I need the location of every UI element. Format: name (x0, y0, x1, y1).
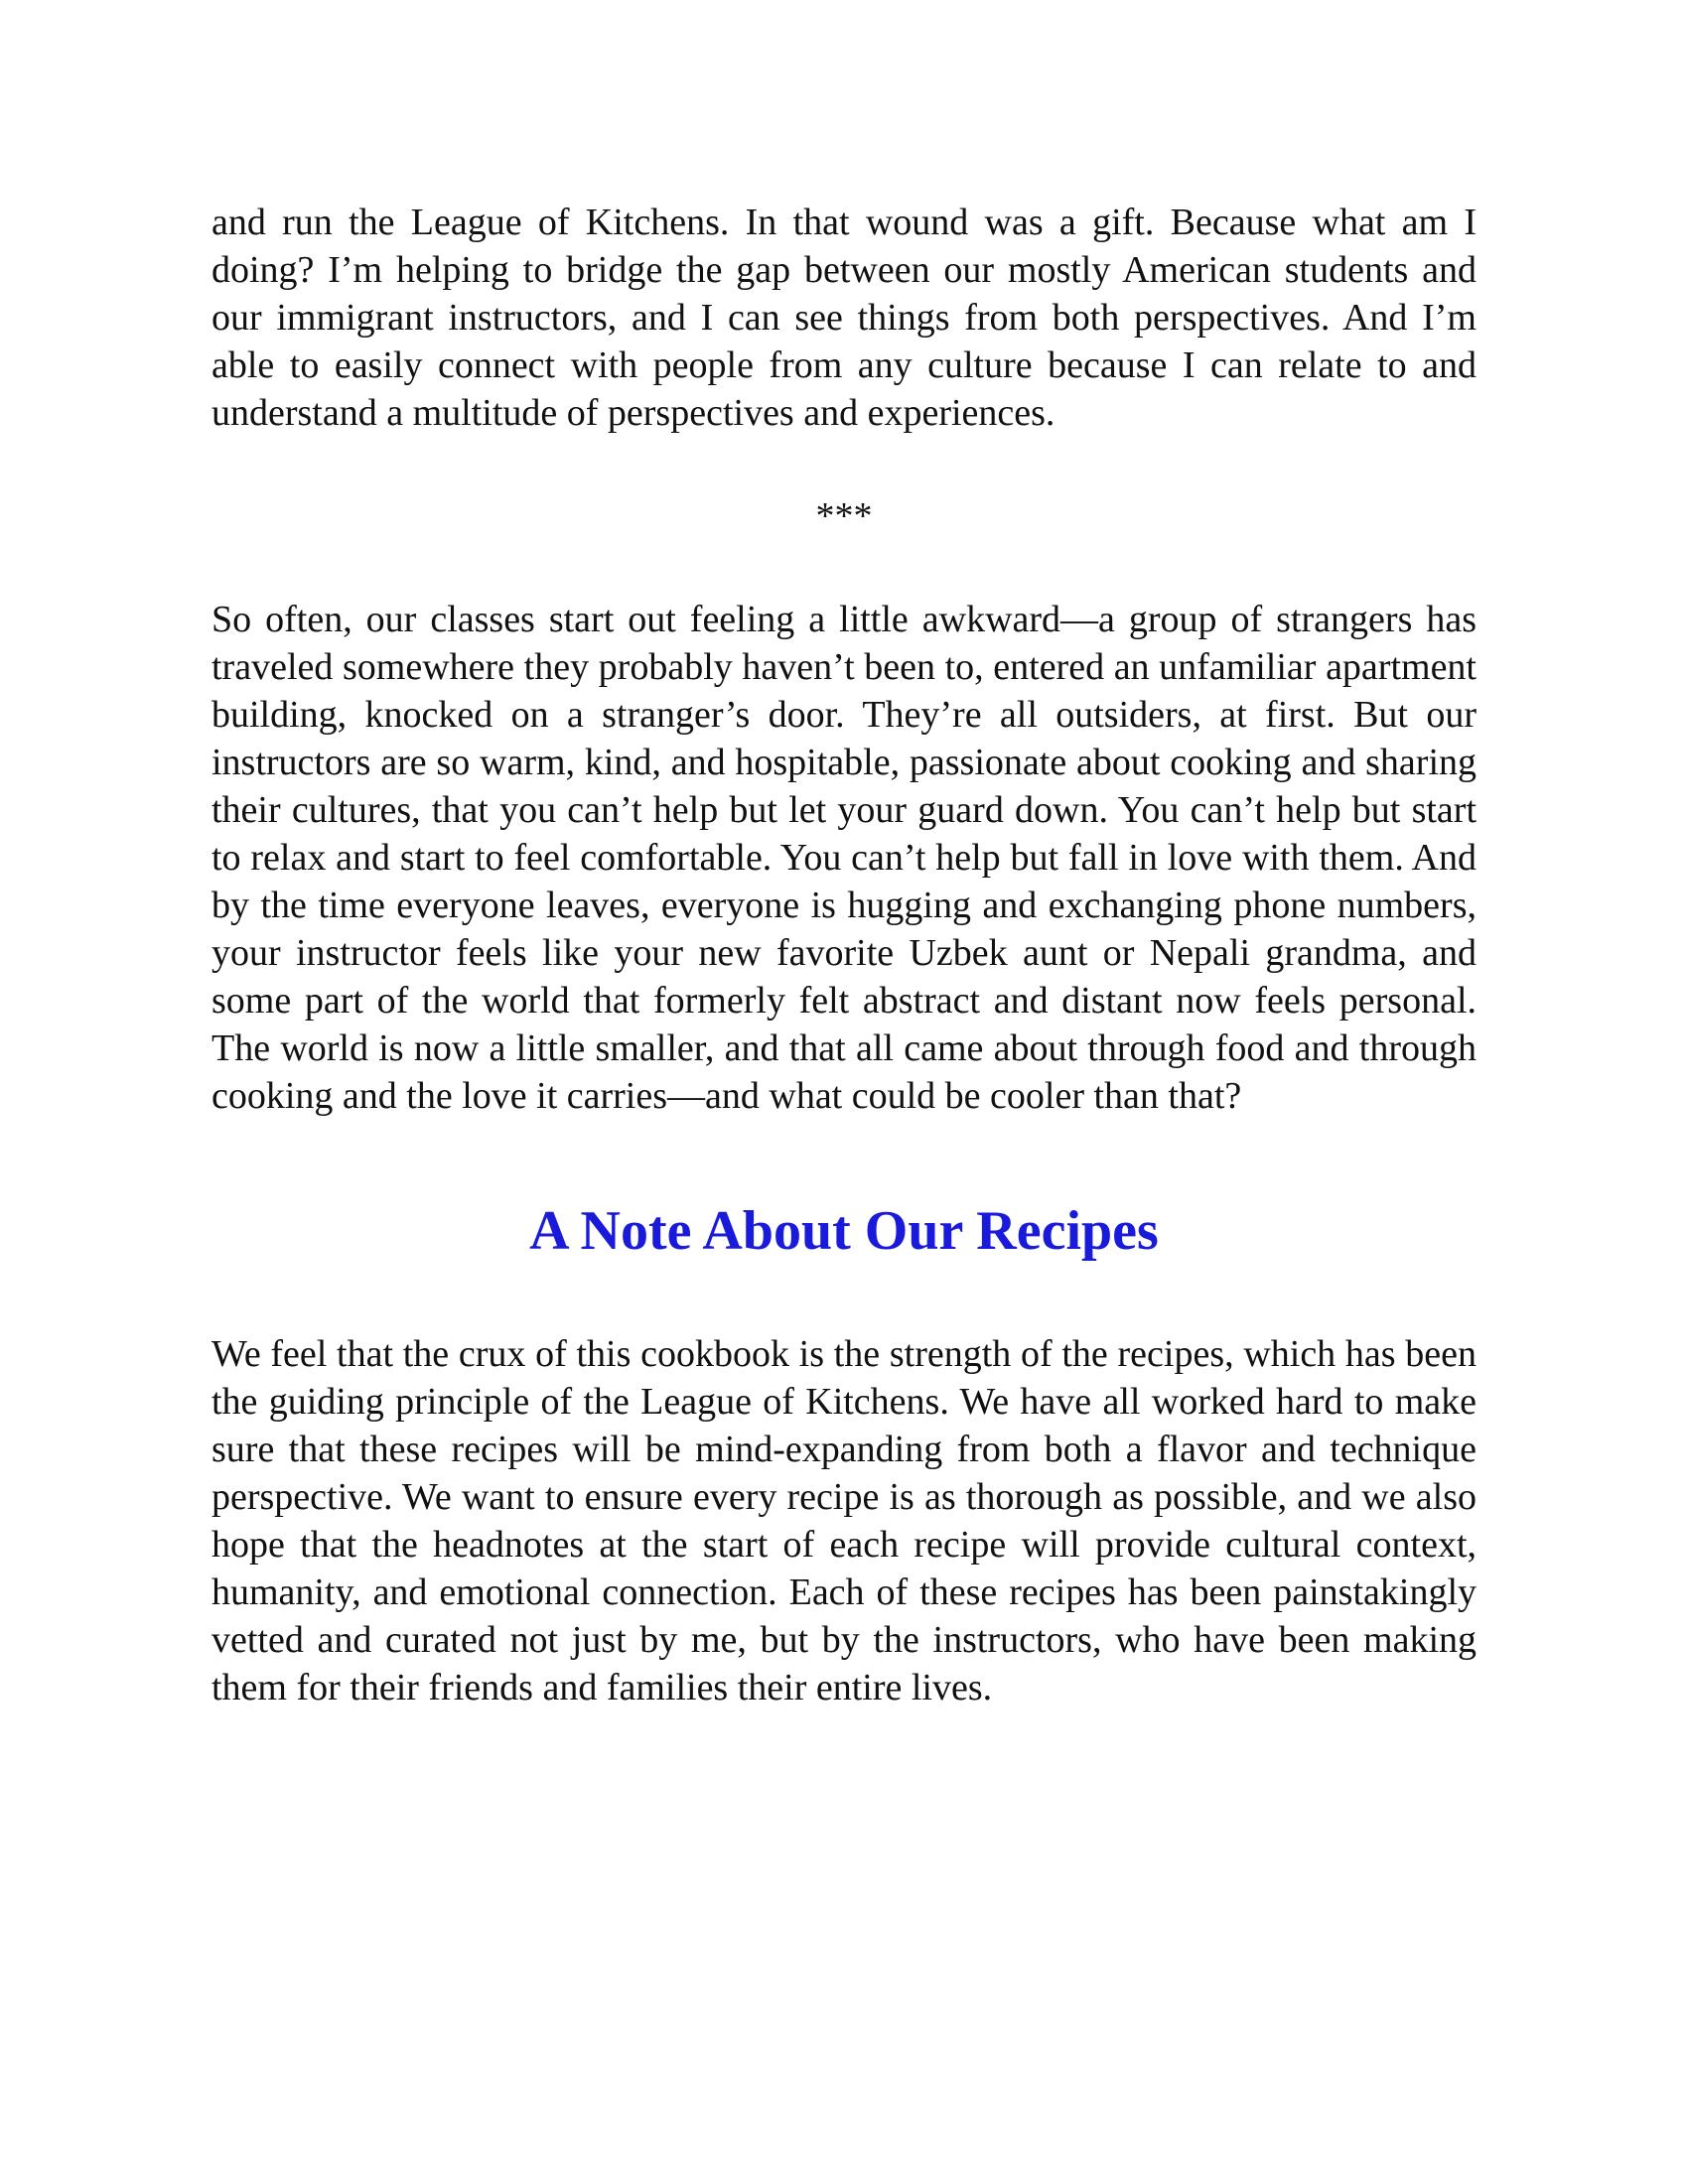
section-divider: *** (815, 495, 873, 537)
recipes-paragraph: We feel that the crux of this cookbook is the strength of the recipes, which has been the guiding principle of the League of Kitchens. We have all worked hard to make sure that these recipes will be mind-expanding from both a flavor and technique perspective. We want to ensure every recipe is as thorough as possible, and we also hope that the headnotes at the start of each recipe will provide cultural context, humanity, and emotional connection. Each of these recipes has been painstakingly vetted and curated not just by me, but by the instructors, who have been making them for their friends and families their entire lives. (211, 1333, 1477, 1708)
document-page (211, 199, 1477, 1711)
section-heading: A Note About Our Recipes (529, 1200, 1159, 1262)
classes-paragraph: So often, our classes start out feeling a little awkward—a group of strangers has traveled somewhere they probably haven’t been to, entered an unfamiliar apartment building, knocked on a stranger’s door. They’re all outsiders, at first. But our instructors are so warm, kind, and hospitable, passionate about cooking and sharing their cultures, that you can’t help but let your guard down. You can’t help but start to relax and start to feel comfortable. You can’t help but fall in love with them. And by the time everyone leaves, everyone is hugging and exchanging phone numbers, your instructor feels like your new favorite Uzbek aunt or Nepali grandma, and some part of the world that formerly felt abstract and distant now feels personal. The world is now a little smaller, and that all came about through food and through cooking and the love it carries—and what could be cooler than that? (211, 599, 1477, 1117)
intro-paragraph: and run the League of Kitchens. In that wound was a gift. Because what am I doing? I’m helping to bridge the gap between our mostly American students and our immigrant instructors, and I can see things from both perspectives. And I’m able to easily connect with people from any culture because I can relate to and understand a multitude of perspectives and experiences. (211, 202, 1477, 434)
